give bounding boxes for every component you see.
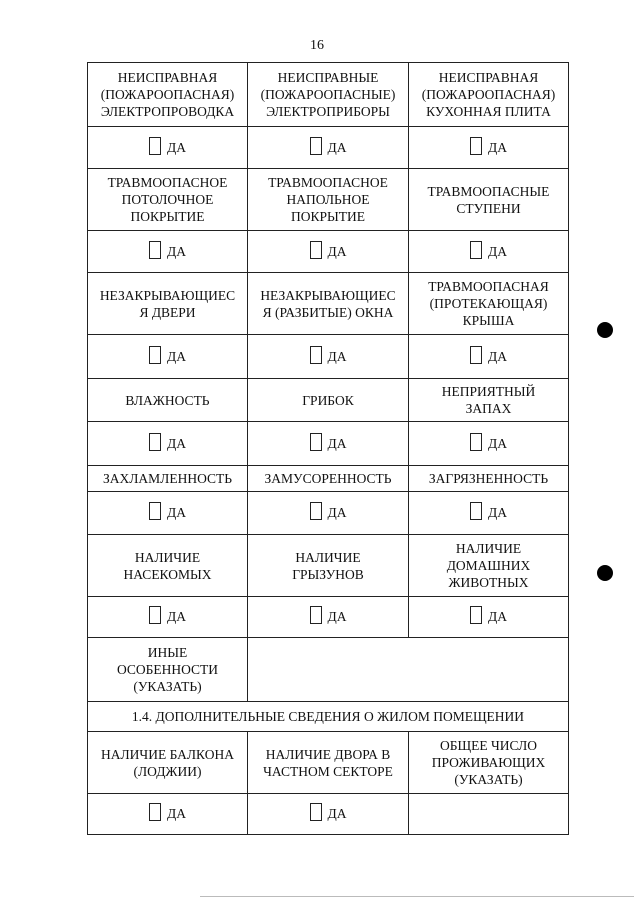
checkbox-row	[88, 422, 569, 466]
yes-label: ДА	[488, 505, 507, 520]
yes-label: ДА	[327, 139, 347, 155]
clutter-label: ЗАХЛАМЛЕННОСТЬ	[88, 466, 248, 492]
housing-conditions-form	[87, 62, 569, 835]
residents-count-label: ОБЩЕЕ ЧИСЛО ПРОЖИВАЮЩИХ (УКАЗАТЬ)	[409, 732, 569, 794]
broken-windows-yes-cell[interactable]	[248, 335, 409, 379]
faulty-appliances-yes-cell[interactable]	[248, 127, 409, 169]
checkbox-row	[88, 492, 569, 535]
hazardous-floor-checkbox[interactable]	[310, 241, 322, 259]
rodents-label: НАЛИЧИЕ ГРЫЗУНОВ	[248, 535, 409, 597]
yes-label: ДА	[167, 348, 186, 364]
humidity-label: ВЛАЖНОСТЬ	[88, 379, 248, 422]
label-row	[88, 379, 569, 422]
yes-label: ДА	[167, 806, 186, 821]
other-features-label: ИНЫЕ ОСОБЕННОСТИ (УКАЗАТЬ)	[88, 638, 248, 702]
litter-label: ЗАМУСОРЕННОСТЬ	[248, 466, 409, 492]
yes-label: ДА	[167, 609, 186, 624]
rodents-checkbox[interactable]	[310, 606, 322, 624]
clutter-yes-cell[interactable]	[88, 492, 248, 535]
yes-label: ДА	[488, 435, 507, 451]
other-features-field[interactable]	[248, 638, 569, 702]
faulty-stove-yes-cell[interactable]	[409, 127, 569, 169]
checkbox-row	[88, 127, 569, 169]
yes-label: ДА	[167, 243, 186, 259]
hazardous-floor-label: ТРАВМООПАСНОЕ НАПОЛЬНОЕ ПОКРЫТИЕ	[248, 169, 409, 231]
checkbox-row	[88, 794, 569, 835]
private-yard-checkbox[interactable]	[310, 803, 322, 821]
mold-checkbox[interactable]	[310, 433, 322, 451]
label-row	[88, 273, 569, 335]
balcony-yes-cell[interactable]	[88, 794, 248, 835]
humidity-yes-cell[interactable]	[88, 422, 248, 466]
hazardous-ceiling-yes-cell[interactable]	[88, 231, 248, 273]
label-row	[88, 732, 569, 794]
balcony-label: НАЛИЧИЕ БАЛКОНА (ЛОДЖИИ)	[88, 732, 248, 794]
label-row	[88, 535, 569, 597]
broken-windows-label: НЕЗАКРЫВАЮЩИЕС Я (РАЗБИТЫЕ) ОКНА	[248, 273, 409, 335]
hazardous-ceiling-label: ТРАВМООПАСНОЕ ПОТОЛОЧНОЕ ПОКРЫТИЕ	[88, 169, 248, 231]
humidity-checkbox[interactable]	[149, 433, 161, 451]
dirt-checkbox[interactable]	[470, 502, 482, 520]
yes-label: ДА	[488, 348, 507, 364]
yes-label: ДА	[327, 806, 347, 821]
binder-hole-bottom	[597, 565, 613, 581]
hazardous-stairs-checkbox[interactable]	[470, 241, 482, 259]
unclosable-doors-checkbox[interactable]	[149, 346, 161, 364]
leaking-roof-checkbox[interactable]	[470, 346, 482, 364]
mold-label: ГРИБОК	[248, 379, 409, 422]
pets-checkbox[interactable]	[470, 606, 482, 624]
private-yard-label: НАЛИЧИЕ ДВОРА В ЧАСТНОМ СЕКТОРЕ	[248, 732, 409, 794]
bad-smell-yes-cell[interactable]	[409, 422, 569, 466]
litter-yes-cell[interactable]	[248, 492, 409, 535]
faulty-wiring-yes-cell[interactable]	[88, 127, 248, 169]
section-title: 1.4. ДОПОЛНИТЕЛЬНЫЕ СВЕДЕНИЯ О ЖИЛОМ ПОМЕЩЕНИИ	[88, 702, 569, 732]
binder-hole-top	[597, 322, 613, 338]
insects-yes-cell[interactable]	[88, 597, 248, 638]
page-number: 16	[310, 38, 324, 53]
checkbox-row	[88, 335, 569, 379]
unclosable-doors-label: НЕЗАКРЫВАЮЩИЕС Я ДВЕРИ	[88, 273, 248, 335]
hazardous-stairs-yes-cell[interactable]	[409, 231, 569, 273]
yes-label: ДА	[488, 243, 507, 259]
yes-label: ДА	[327, 348, 347, 364]
broken-windows-checkbox[interactable]	[310, 346, 322, 364]
balcony-checkbox[interactable]	[149, 803, 161, 821]
checkbox-row	[88, 597, 569, 638]
insects-checkbox[interactable]	[149, 606, 161, 624]
faulty-wiring-checkbox[interactable]	[149, 137, 161, 155]
page-edge-line	[200, 896, 634, 897]
yes-label: ДА	[327, 435, 347, 451]
pets-yes-cell[interactable]	[409, 597, 569, 638]
yes-label: ДА	[488, 139, 507, 155]
faulty-stove-checkbox[interactable]	[470, 137, 482, 155]
dirt-label: ЗАГРЯЗНЕННОСТЬ	[409, 466, 569, 492]
leaking-roof-yes-cell[interactable]	[409, 335, 569, 379]
rodents-yes-cell[interactable]	[248, 597, 409, 638]
label-row	[88, 169, 569, 231]
bad-smell-checkbox[interactable]	[470, 433, 482, 451]
hazardous-stairs-label: ТРАВМООПАСНЫЕ СТУПЕНИ	[409, 169, 569, 231]
unclosable-doors-yes-cell[interactable]	[88, 335, 248, 379]
faulty-appliances-label: НЕИСПРАВНЫЕ (ПОЖАРООПАСНЫЕ) ЭЛЕКТРОПРИБОРЫ	[248, 63, 409, 127]
litter-checkbox[interactable]	[310, 502, 322, 520]
yes-label: ДА	[488, 609, 507, 624]
clutter-checkbox[interactable]	[149, 502, 161, 520]
checkbox-row	[88, 231, 569, 273]
other-features-row	[88, 638, 569, 702]
dirt-yes-cell[interactable]	[409, 492, 569, 535]
pets-label: НАЛИЧИЕ ДОМАШНИХ ЖИВОТНЫХ	[409, 535, 569, 597]
private-yard-yes-cell[interactable]	[248, 794, 409, 835]
hazardous-ceiling-checkbox[interactable]	[149, 241, 161, 259]
faulty-wiring-label: НЕИСПРАВНАЯ (ПОЖАРООПАСНАЯ) ЭЛЕКТРОПРОВОДКА	[88, 63, 248, 127]
insects-label: НАЛИЧИЕ НАСЕКОМЫХ	[88, 535, 248, 597]
label-row	[88, 63, 569, 127]
yes-label: ДА	[327, 609, 347, 624]
residents-count-field[interactable]	[409, 794, 569, 835]
yes-label: ДА	[167, 139, 186, 155]
faulty-stove-label: НЕИСПРАВНАЯ (ПОЖАРООПАСНАЯ) КУХОННАЯ ПЛИТА	[409, 63, 569, 127]
mold-yes-cell[interactable]	[248, 422, 409, 466]
bad-smell-label: НЕПРИЯТНЫЙ ЗАПАХ	[409, 379, 569, 422]
leaking-roof-label: ТРАВМООПАСНАЯ (ПРОТЕКАЮЩАЯ) КРЫША	[409, 273, 569, 335]
yes-label: ДА	[327, 243, 347, 259]
hazardous-floor-yes-cell[interactable]	[248, 231, 409, 273]
section-heading-row	[88, 702, 569, 732]
faulty-appliances-checkbox[interactable]	[310, 137, 322, 155]
yes-label: ДА	[167, 435, 186, 451]
yes-label: ДА	[327, 505, 347, 520]
yes-label: ДА	[167, 505, 186, 520]
label-row	[88, 466, 569, 492]
